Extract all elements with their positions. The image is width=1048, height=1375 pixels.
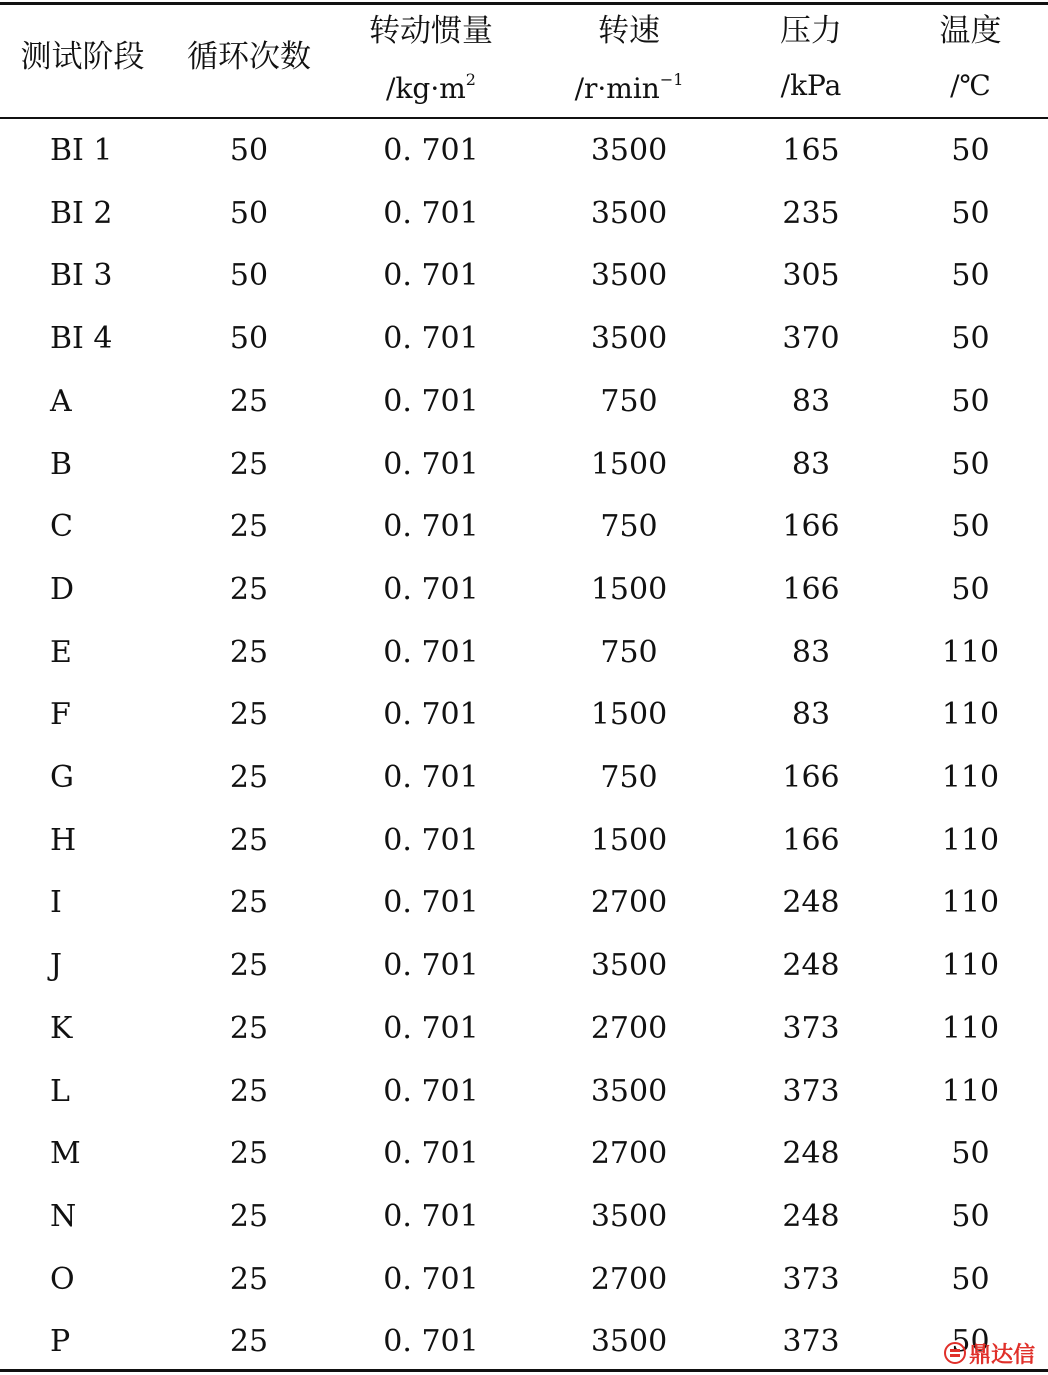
table-row — [0, 935, 1048, 997]
cell-temperature: 50 — [951, 446, 990, 482]
cell-pressure: 83 — [791, 697, 831, 733]
cell-temperature: 110 — [941, 760, 1000, 795]
cell-cycles: 50 — [229, 321, 269, 357]
table-row — [0, 1311, 1048, 1373]
cell-speed: 1500 — [590, 446, 668, 482]
cell-pressure: 165 — [782, 133, 840, 168]
cell-pressure: 166 — [782, 571, 840, 607]
cell-inertia: 0. 701 — [383, 885, 479, 921]
cell-inertia: 0. 701 — [383, 571, 479, 607]
cell-stage: BI 1 — [50, 133, 113, 168]
header-speed-unit — [529, 72, 729, 103]
cell-pressure: 373 — [782, 1324, 840, 1360]
cell-speed: 3500 — [590, 948, 668, 984]
cell-speed: 2700 — [590, 1261, 668, 1297]
cell-stage: A — [50, 383, 72, 419]
cell-stage: I — [50, 885, 62, 921]
header-cycles-label: 循环次数 — [187, 39, 311, 75]
cell-speed: 3500 — [590, 321, 668, 357]
cell-cycles: 25 — [229, 571, 269, 607]
header-stage-label: 测试阶段 — [20, 39, 145, 75]
table-row — [0, 120, 1048, 182]
header-pressure-unit: /kPa — [780, 69, 842, 102]
speed-unit-sup: −1 — [659, 70, 684, 89]
cell-cycles: 25 — [229, 446, 269, 482]
cell-cycles: 25 — [229, 1073, 269, 1109]
cell-speed: 3500 — [590, 1324, 668, 1360]
cell-pressure: 83 — [791, 446, 831, 482]
table-bottom-rule — [0, 1369, 1048, 1372]
cell-cycles: 50 — [229, 133, 269, 168]
table-row — [0, 872, 1048, 934]
cell-stage: P — [50, 1324, 71, 1360]
cell-stage: F — [50, 697, 71, 733]
cell-speed: 3500 — [590, 1073, 668, 1109]
cell-stage: N — [50, 1198, 77, 1234]
cell-inertia: 0. 701 — [383, 258, 479, 294]
cell-temperature: 50 — [951, 321, 990, 357]
cell-speed: 1500 — [590, 822, 668, 858]
header-temperature-label: 温度 — [939, 13, 1002, 49]
cell-inertia: 0. 701 — [383, 133, 479, 168]
header-inertia-label: 转动惯量 — [369, 13, 493, 49]
cell-speed: 750 — [600, 509, 658, 545]
cell-cycles: 25 — [229, 383, 269, 419]
cell-cycles: 25 — [229, 1010, 269, 1046]
cell-inertia: 0. 701 — [383, 321, 479, 357]
table-row — [0, 684, 1048, 746]
cell-inertia: 0. 701 — [383, 1010, 479, 1046]
table-row — [0, 496, 1048, 558]
watermark-mark-icon — [944, 1342, 966, 1364]
table-row — [0, 622, 1048, 684]
cell-speed: 750 — [600, 383, 658, 419]
table-row — [0, 371, 1048, 433]
cell-inertia: 0. 701 — [383, 1073, 479, 1109]
table-row — [0, 810, 1048, 872]
cell-speed: 1500 — [590, 571, 668, 607]
cell-cycles: 25 — [229, 760, 269, 795]
cell-cycles: 25 — [229, 1324, 269, 1360]
cell-temperature: 110 — [941, 822, 1000, 858]
cell-stage: BI 2 — [50, 195, 113, 231]
cell-temperature: 110 — [941, 1010, 1000, 1046]
table-row — [0, 747, 1048, 809]
cell-stage: H — [50, 822, 77, 858]
cell-stage: J — [50, 948, 63, 984]
cell-pressure: 373 — [782, 1261, 840, 1297]
cell-inertia: 0. 701 — [383, 948, 479, 984]
cell-temperature: 50 — [951, 383, 990, 419]
table-row — [0, 998, 1048, 1060]
table-row — [0, 1249, 1048, 1311]
cell-temperature: 50 — [951, 195, 990, 231]
header-temperature-unit: /℃ — [950, 69, 991, 102]
cell-temperature: 110 — [941, 634, 1000, 670]
cell-speed: 750 — [600, 760, 658, 795]
table-row — [0, 434, 1048, 496]
cell-speed: 3500 — [590, 1198, 668, 1234]
cell-temperature: 50 — [951, 1198, 990, 1234]
cell-stage: BI 4 — [50, 321, 113, 357]
cell-temperature: 50 — [951, 1136, 990, 1172]
cell-inertia: 0. 701 — [383, 1136, 479, 1172]
cell-temperature: 50 — [951, 509, 990, 545]
cell-temperature: 50 — [951, 571, 990, 607]
cell-stage: D — [50, 571, 75, 607]
cell-cycles: 25 — [229, 697, 269, 733]
cell-speed: 2700 — [590, 1136, 668, 1172]
cell-cycles: 25 — [229, 634, 269, 670]
table-row — [0, 559, 1048, 621]
header-pressure-label: 压力 — [780, 13, 842, 49]
watermark-logo — [944, 1338, 1035, 1368]
cell-pressure: 235 — [782, 195, 840, 231]
header-speed-label: 转速 — [598, 13, 660, 49]
cell-stage: BI 3 — [50, 258, 113, 294]
table-row — [0, 308, 1048, 370]
header-inertia-unit — [333, 72, 529, 103]
cell-pressure: 305 — [782, 258, 840, 294]
cell-inertia: 0. 701 — [383, 383, 479, 419]
cell-stage: M — [50, 1136, 81, 1172]
cell-pressure: 83 — [791, 634, 831, 670]
cell-cycles: 25 — [229, 1198, 269, 1234]
cell-temperature: 110 — [941, 885, 1000, 921]
cell-temperature: 50 — [951, 258, 990, 294]
cell-stage: C — [50, 509, 73, 545]
cell-inertia: 0. 701 — [383, 634, 479, 670]
watermark-text: 鼎达信 — [969, 1342, 1036, 1368]
table-row — [0, 183, 1048, 245]
table-row — [0, 245, 1048, 307]
cell-inertia: 0. 701 — [383, 697, 479, 733]
cell-pressure: 166 — [782, 760, 840, 795]
cell-temperature: 50 — [951, 1261, 990, 1297]
table-row — [0, 1186, 1048, 1248]
table-row — [0, 1123, 1048, 1185]
table-top-rule — [0, 2, 1048, 5]
cell-temperature: 110 — [941, 1073, 1000, 1109]
cell-pressure: 166 — [782, 509, 840, 545]
cell-cycles: 25 — [229, 1136, 269, 1172]
cell-stage: B — [50, 446, 73, 482]
cell-stage: L — [50, 1073, 70, 1109]
cell-speed: 750 — [600, 634, 658, 670]
cell-inertia: 0. 701 — [383, 1261, 479, 1297]
cell-pressure: 370 — [782, 321, 840, 357]
cell-inertia: 0. 701 — [383, 509, 479, 545]
cell-temperature: 50 — [951, 1324, 990, 1360]
cell-cycles: 25 — [229, 509, 269, 545]
cell-temperature: 110 — [941, 697, 1000, 733]
cell-speed: 3500 — [590, 195, 668, 231]
cell-inertia: 0. 701 — [383, 446, 479, 482]
cell-stage: O — [50, 1261, 75, 1297]
cell-speed: 2700 — [590, 1010, 668, 1046]
cell-speed: 3500 — [590, 133, 668, 168]
cell-stage: G — [50, 760, 74, 795]
cell-inertia: 0. 701 — [383, 760, 479, 795]
cell-pressure: 248 — [782, 885, 840, 921]
cell-cycles: 25 — [229, 885, 269, 921]
cell-pressure: 248 — [782, 1136, 840, 1172]
cell-cycles: 50 — [229, 258, 269, 294]
table-row — [0, 1061, 1048, 1123]
cell-pressure: 373 — [782, 1010, 840, 1046]
cell-inertia: 0. 701 — [383, 195, 479, 231]
cell-speed: 2700 — [590, 885, 668, 921]
cell-cycles: 25 — [229, 948, 269, 984]
cell-cycles: 25 — [229, 822, 269, 858]
cell-pressure: 248 — [782, 1198, 840, 1234]
cell-temperature: 110 — [941, 948, 1000, 984]
cell-temperature: 50 — [951, 133, 990, 168]
cell-pressure: 166 — [782, 822, 840, 858]
inertia-unit-text: /kg·m — [386, 72, 466, 105]
cell-speed: 3500 — [590, 258, 668, 294]
cell-stage: E — [50, 634, 72, 670]
cell-pressure: 248 — [782, 948, 840, 984]
table-header-rule — [0, 117, 1048, 119]
cell-inertia: 0. 701 — [383, 1198, 479, 1234]
cell-cycles: 25 — [229, 1261, 269, 1297]
cell-inertia: 0. 701 — [383, 822, 479, 858]
cell-stage: K — [50, 1010, 73, 1046]
cell-cycles: 50 — [229, 195, 269, 231]
cell-speed: 1500 — [590, 697, 668, 733]
cell-pressure: 83 — [791, 383, 831, 419]
cell-pressure: 373 — [782, 1073, 840, 1109]
speed-unit-text: /r·min — [574, 72, 660, 105]
cell-inertia: 0. 701 — [383, 1324, 479, 1360]
inertia-unit-sup: 2 — [465, 70, 476, 89]
